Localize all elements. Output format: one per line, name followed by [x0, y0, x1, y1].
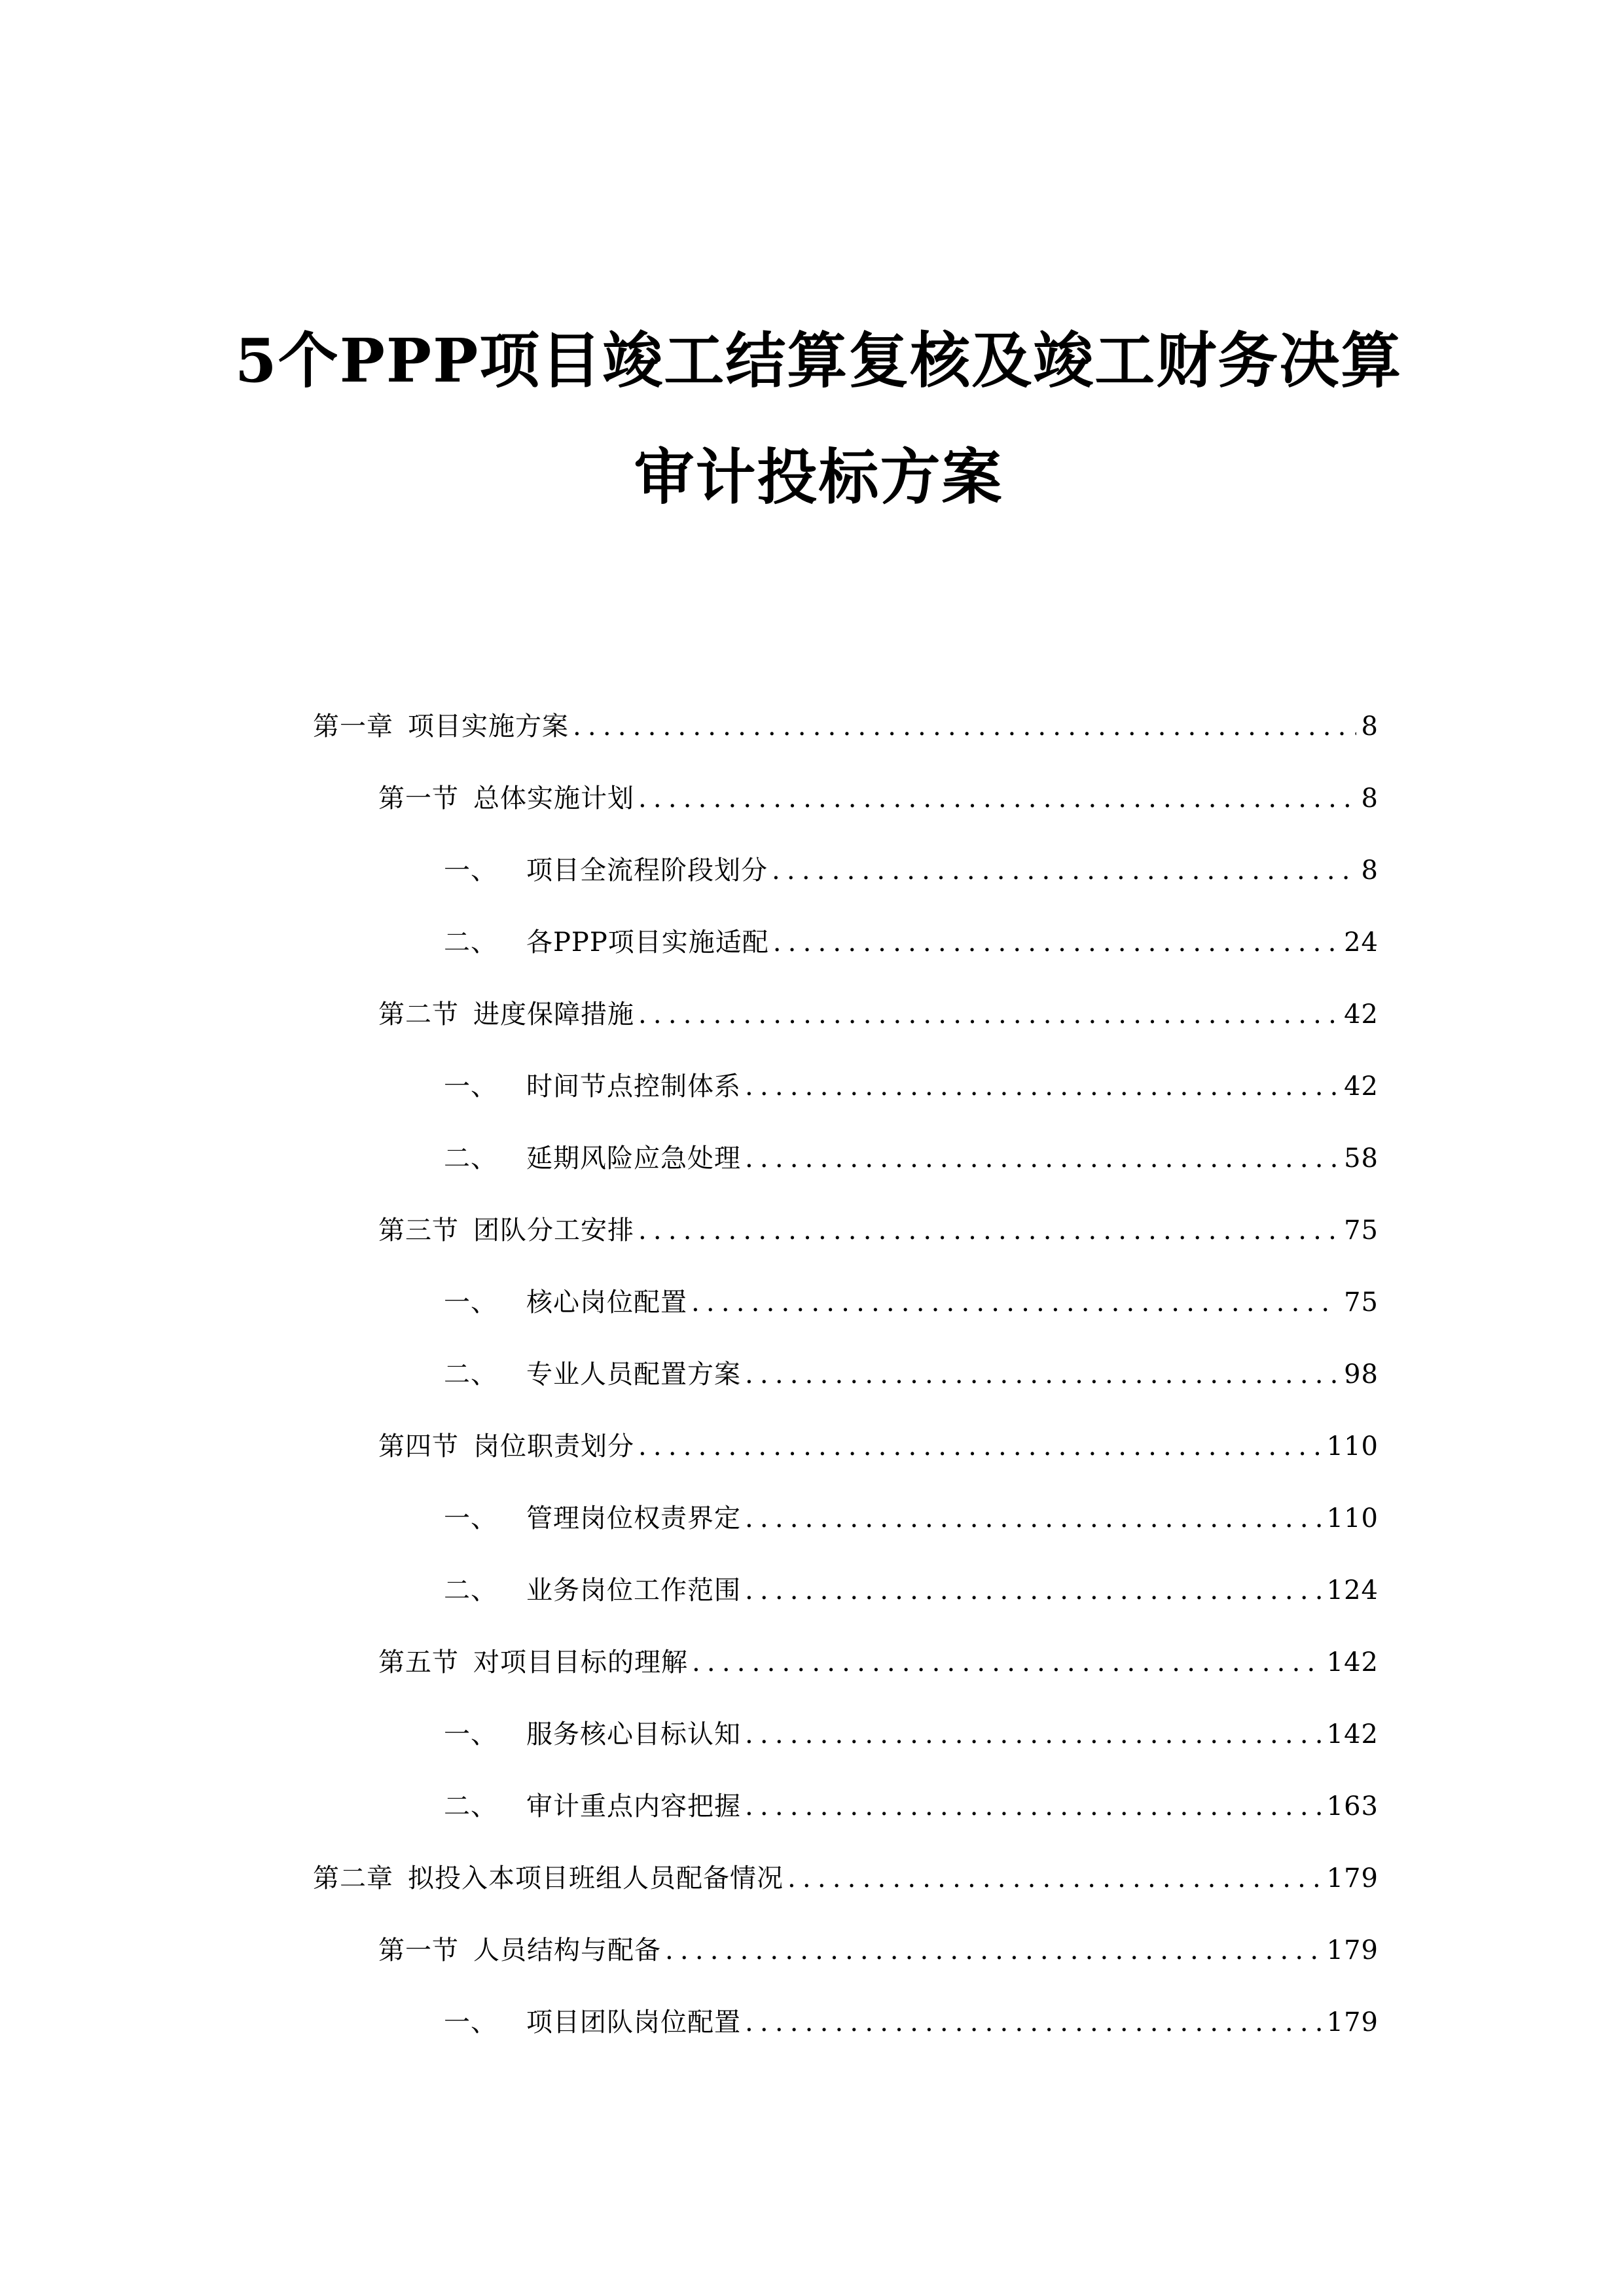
title-line-2: 审计投标方案 — [634, 442, 1003, 512]
document-title — [0, 325, 1624, 512]
toc-text: 团队分工安排 — [473, 1215, 634, 1246]
toc-entry-subsection[interactable] — [313, 924, 1379, 996]
toc-prefix: 二、 — [444, 927, 497, 958]
table-of-contents — [313, 708, 1379, 2076]
toc-entry-subsection[interactable] — [313, 852, 1379, 924]
toc-dot-leader — [638, 1212, 1339, 1249]
toc-text: 项目团队岗位配置 — [526, 2007, 741, 2037]
toc-text: 进度保障措施 — [473, 999, 634, 1030]
toc-page-number: 142 — [1326, 1647, 1379, 1677]
toc-entry-section[interactable] — [313, 996, 1379, 1068]
toc-dot-leader — [745, 1356, 1339, 1393]
toc-page-number: 75 — [1344, 1215, 1379, 1246]
toc-entry-subsection[interactable] — [313, 1068, 1379, 1140]
toc-entry-section[interactable] — [313, 1644, 1379, 1716]
toc-page-number: 24 — [1344, 927, 1379, 958]
toc-text: 延期风险应急处理 — [526, 1143, 741, 1174]
toc-entry-subsection[interactable] — [313, 1716, 1379, 1788]
toc-prefix: 二、 — [444, 1575, 497, 1605]
toc-dot-leader — [691, 1284, 1339, 1321]
toc-prefix: 第一节 — [378, 783, 459, 814]
toc-text: 总体实施计划 — [473, 783, 634, 814]
toc-prefix: 二、 — [444, 1791, 497, 1821]
toc-entry-subsection[interactable] — [313, 1500, 1379, 1572]
title-line-1: 5个PPP项目竣工结算复核及竣工财务决算 — [234, 325, 1403, 396]
toc-entry-subsection[interactable] — [313, 1356, 1379, 1428]
toc-prefix: 第四节 — [378, 1431, 459, 1462]
toc-prefix: 第三节 — [378, 1215, 459, 1246]
toc-dot-leader — [745, 1716, 1322, 1753]
toc-page-number: 42 — [1344, 1071, 1379, 1102]
toc-dot-leader — [745, 1068, 1339, 1105]
toc-text: 岗位职责划分 — [473, 1431, 634, 1462]
toc-prefix: 二、 — [444, 1359, 497, 1390]
toc-page-number: 42 — [1344, 999, 1379, 1030]
toc-text: 服务核心目标认知 — [526, 1719, 741, 1749]
toc-prefix: 第二章 — [313, 1863, 393, 1893]
toc-prefix: 一、 — [444, 2007, 497, 2037]
toc-entry-subsection[interactable] — [313, 1140, 1379, 1212]
toc-entry-chapter[interactable] — [313, 1860, 1379, 1932]
toc-page-number: 98 — [1344, 1359, 1379, 1390]
toc-prefix: 一、 — [444, 1287, 497, 1318]
toc-prefix: 一、 — [444, 1503, 497, 1534]
toc-page-number: 110 — [1326, 1503, 1379, 1534]
toc-page-number: 142 — [1326, 1719, 1379, 1749]
toc-entry-section[interactable] — [313, 780, 1379, 852]
toc-text: 时间节点控制体系 — [526, 1071, 741, 1102]
toc-prefix: 一、 — [444, 1719, 497, 1749]
toc-page-number: 8 — [1361, 711, 1379, 742]
toc-dot-leader — [772, 852, 1356, 889]
toc-text: 各PPP项目实施适配 — [526, 927, 769, 958]
toc-entry-subsection[interactable] — [313, 1284, 1379, 1356]
toc-page-number: 124 — [1326, 1575, 1379, 1605]
toc-page-number: 75 — [1344, 1287, 1379, 1318]
toc-text: 业务岗位工作范围 — [526, 1575, 741, 1605]
toc-entry-subsection[interactable] — [313, 1788, 1379, 1860]
toc-entry-chapter[interactable] — [313, 708, 1379, 780]
toc-prefix: 第一节 — [378, 1935, 459, 1965]
toc-text: 核心岗位配置 — [526, 1287, 687, 1318]
toc-dot-leader — [745, 1572, 1322, 1609]
toc-dot-leader — [787, 1860, 1322, 1897]
toc-entry-section[interactable] — [313, 1932, 1379, 2004]
toc-page-number: 179 — [1326, 2007, 1379, 2037]
toc-dot-leader — [573, 708, 1356, 745]
toc-prefix: 二、 — [444, 1143, 497, 1174]
toc-dot-leader — [638, 780, 1356, 817]
toc-dot-leader — [665, 1932, 1322, 1969]
toc-text: 项目全流程阶段划分 — [526, 855, 768, 886]
toc-text: 审计重点内容把握 — [526, 1791, 741, 1821]
toc-dot-leader — [745, 1500, 1322, 1537]
toc-entry-section[interactable] — [313, 1428, 1379, 1500]
toc-dot-leader — [638, 996, 1339, 1033]
toc-dot-leader — [745, 1788, 1322, 1825]
toc-text: 拟投入本项目班组人员配备情况 — [408, 1863, 784, 1893]
toc-dot-leader — [773, 924, 1339, 961]
toc-prefix: 一、 — [444, 1071, 497, 1102]
toc-entry-subsection[interactable] — [313, 1572, 1379, 1644]
toc-prefix: 第五节 — [378, 1647, 459, 1677]
toc-text: 人员结构与配备 — [473, 1935, 661, 1965]
toc-page-number: 163 — [1326, 1791, 1379, 1821]
toc-page-number: 8 — [1361, 783, 1379, 814]
toc-dot-leader — [745, 1140, 1339, 1177]
toc-text: 对项目目标的理解 — [473, 1647, 688, 1677]
toc-entry-section[interactable] — [313, 1212, 1379, 1284]
toc-entry-subsection[interactable] — [313, 2004, 1379, 2076]
toc-page-number: 179 — [1326, 1935, 1379, 1965]
toc-page-number: 58 — [1344, 1143, 1379, 1174]
toc-page-number: 110 — [1326, 1431, 1379, 1462]
toc-prefix: 第二节 — [378, 999, 459, 1030]
toc-page-number: 8 — [1361, 855, 1379, 886]
toc-dot-leader — [638, 1428, 1322, 1465]
toc-text: 项目实施方案 — [408, 711, 569, 742]
toc-text: 管理岗位权责界定 — [526, 1503, 741, 1534]
toc-prefix: 一、 — [444, 855, 497, 886]
toc-dot-leader — [745, 2004, 1322, 2041]
toc-dot-leader — [692, 1644, 1322, 1681]
toc-text: 专业人员配置方案 — [526, 1359, 741, 1390]
toc-page-number: 179 — [1326, 1863, 1379, 1893]
toc-prefix: 第一章 — [313, 711, 393, 742]
